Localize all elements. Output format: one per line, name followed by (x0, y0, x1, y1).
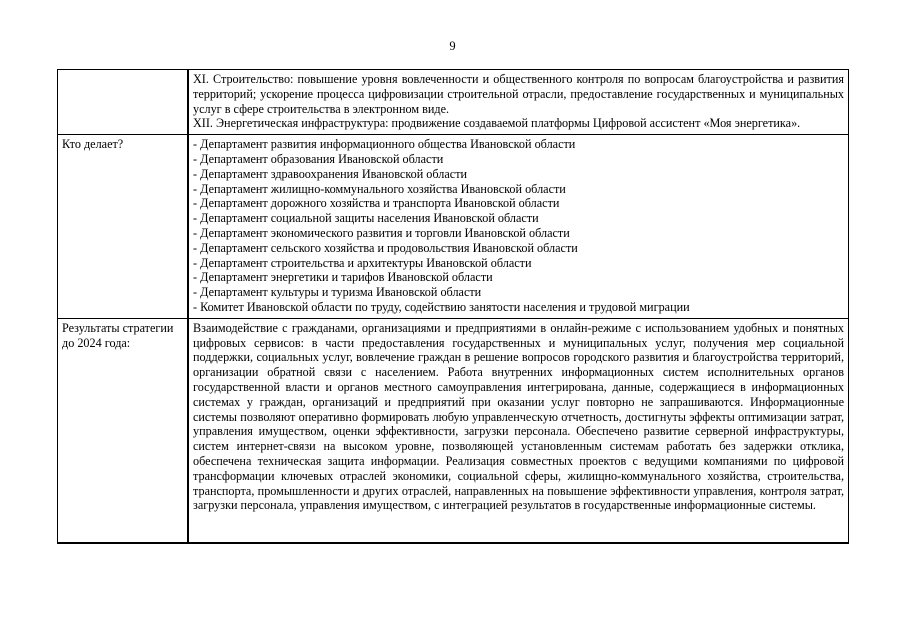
results-text: Взаимодействие с гражданами, организациями и предприятиями в онлайн-режиме с использованием удобных и понятных цифровых сервисов: в части предоставления государственных и муниципальных услуг, получения мер социальной поддержки, социальных услуг, вовлечение граждан в решение вопросов городского развития и благоустройства территорий, организации обратной связи с населением. Работа внутренних информационных систем исполнительных органов государственной власти и органов местного самоуправления интегрирована, данные, содержащиеся в информационных системах у граждан, организаций и предприятий при оказании услуг повторно не запрашиваются. Информационные системы позволяют оперативно формировать любую управленческую отчетность, достигнуты эффекты оптимизации затрат, управления имуществом, оценки эффективности, загрузки персонала. Обеспечено развитие серверной инфраструктуры, систем интернет-связи на высоком уровне, позволяющей установленным системам работать без задержки отклика, обеспечена техническая защита информации. Реализация совместных проектов с ведущими компаниями по цифровой трансформации ключевых отраслей экономики, социальной сферы, жилищно-коммунального хозяйства, строительства, транспорта, промышленности и других отраслей, направленных на повышение эффективности управления, контроля затрат, загрузки персонала, управления имуществом, с интеграцией результатов в государственные информационные системы. (188, 318, 849, 543)
list-item: - Департамент социальной защиты населения Ивановской области (193, 211, 539, 226)
row-content-construction-energy (188, 70, 849, 135)
departments-list (188, 135, 849, 319)
list-item: - Департамент строительства и архитектуры Ивановской области (193, 255, 532, 270)
row-label-who-does: Кто делает? (58, 135, 189, 319)
list-item: - Департамент жилищно-коммунального хозяйства Ивановской области (193, 181, 566, 196)
list-item: - Департамент образования Ивановской области (193, 151, 444, 166)
list-item: - Департамент здравоохранения Ивановской области (193, 166, 468, 181)
paragraph-energy: XII. Энергетическая инфраструктура: продвижение создаваемой платформы Цифровой ассистент «Моя энергетика». (193, 116, 801, 131)
table-row-construction-energy (58, 70, 849, 135)
list-item: - Департамент энергетики и тарифов Ивановской области (193, 270, 493, 285)
list-item: - Департамент развития информационного общества Ивановской области (193, 137, 576, 152)
list-item: - Департамент культуры и туризма Ивановской области (193, 285, 482, 300)
list-item: - Департамент дорожного хозяйства и транспорта Ивановской области (193, 196, 560, 211)
paragraph-construction: XI. Строительство: повышение уровня вовлеченности и общественного контроля по вопросам благоустройства и развития территорий; ускорение процесса цифровизации строительной отрасли, предоставление государственных и муниципальных услуг в сфере строительства в электронном виде. (193, 72, 844, 116)
table-row-who-does (58, 135, 849, 319)
row-label-empty (58, 70, 189, 135)
list-item: - Департамент сельского хозяйства и продовольствия Ивановской области (193, 240, 578, 255)
table-row-results (58, 318, 849, 543)
list-item: - Департамент экономического развития и торговли Ивановской области (193, 225, 570, 240)
list-item: - Комитет Ивановской области по труду, содействию занятости населения и трудовой миграции (193, 299, 690, 314)
page-number: 9 (449, 39, 456, 53)
row-label-results: Результаты стратегии до 2024 года: (58, 318, 189, 543)
strategy-table (57, 69, 849, 544)
